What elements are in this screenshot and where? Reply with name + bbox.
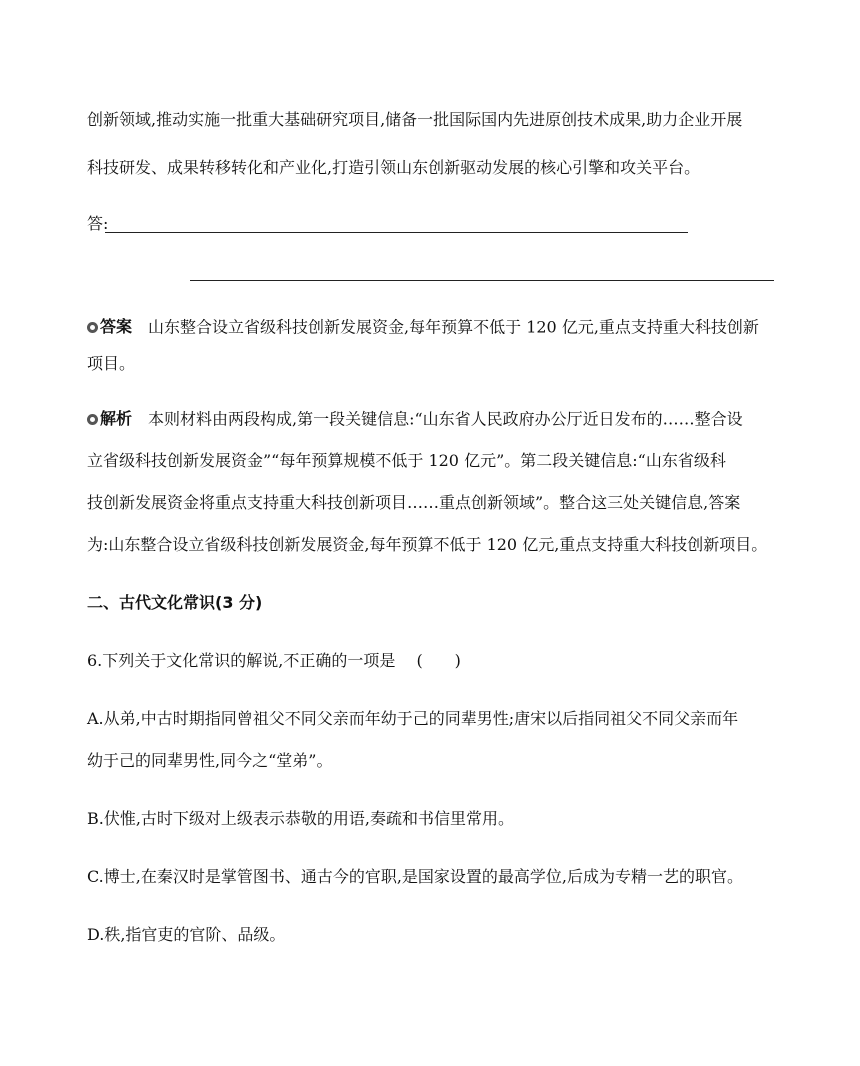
- analysis-badge-icon: [87, 414, 98, 425]
- analysis-tag: [87, 409, 132, 429]
- option-d: D.秩,指官吏的官阶、品级。: [87, 925, 286, 944]
- answer-prompt: 答:: [87, 214, 109, 233]
- analysis-block-line-4: 为:山东整合设立省级科技创新发展资金,每年预算不低于 120 亿元,重点支持重大科技创新项目。: [87, 535, 768, 554]
- answer-line-2: [190, 280, 774, 281]
- answer-block-line-2: 项目。: [87, 354, 136, 373]
- answer-line-1: [105, 232, 688, 233]
- passage-line-1: 创新领域,推动实施一批重大基础研究项目,储备一批国际国内先进原创技术成果,助力企业开展: [87, 110, 743, 129]
- analysis-tag-label: 解析: [100, 409, 133, 428]
- option-c: C.博士,在秦汉时是掌管图书、通古今的官职,是国家设置的最高学位,后成为专精一艺的职官。: [87, 867, 744, 886]
- analysis-block-line-1: [87, 409, 743, 430]
- answer-tag-label: 答案: [100, 317, 133, 336]
- analysis-block-line-3: 技创新发展资金将重点支持重大科技创新项目……重点创新领域”。整合这三处关键信息,答案: [87, 493, 741, 512]
- answer-block-line-1: [87, 317, 759, 338]
- option-a-line-1: A.从弟,中古时期指同曾祖父不同父亲而年幼于己的同辈男性;唐宋以后指同祖父不同父亲而年: [87, 709, 739, 728]
- option-b: B.伏惟,古时下级对上级表示恭敬的用语,奏疏和书信里常用。: [87, 809, 515, 828]
- passage-line-2: 科技研发、成果转移转化和产业化,打造引领山东创新驱动发展的核心引擎和攻关平台。: [87, 158, 701, 177]
- analysis-text-1: 本则材料由两段构成,第一段关键信息:“山东省人民政府办公厅近日发布的……整合设: [148, 409, 743, 429]
- analysis-block-line-2: 立省级科技创新发展资金”“每年预算规模不低于 120 亿元”。第二段关键信息:“山东省级科: [87, 451, 726, 470]
- option-a-line-2: 幼于己的同辈男性,同今之“堂弟”。: [87, 751, 333, 770]
- answer-badge-icon: [87, 322, 98, 333]
- answer-text-1: 山东整合设立省级科技创新发展资金,每年预算不低于 120 亿元,重点支持重大科技创新: [148, 317, 759, 337]
- question-stem: 6.下列关于文化常识的解说,不正确的一项是 ( ): [87, 651, 461, 670]
- section-heading: 二、古代文化常识(3 分): [87, 593, 263, 612]
- answer-tag: [87, 317, 132, 337]
